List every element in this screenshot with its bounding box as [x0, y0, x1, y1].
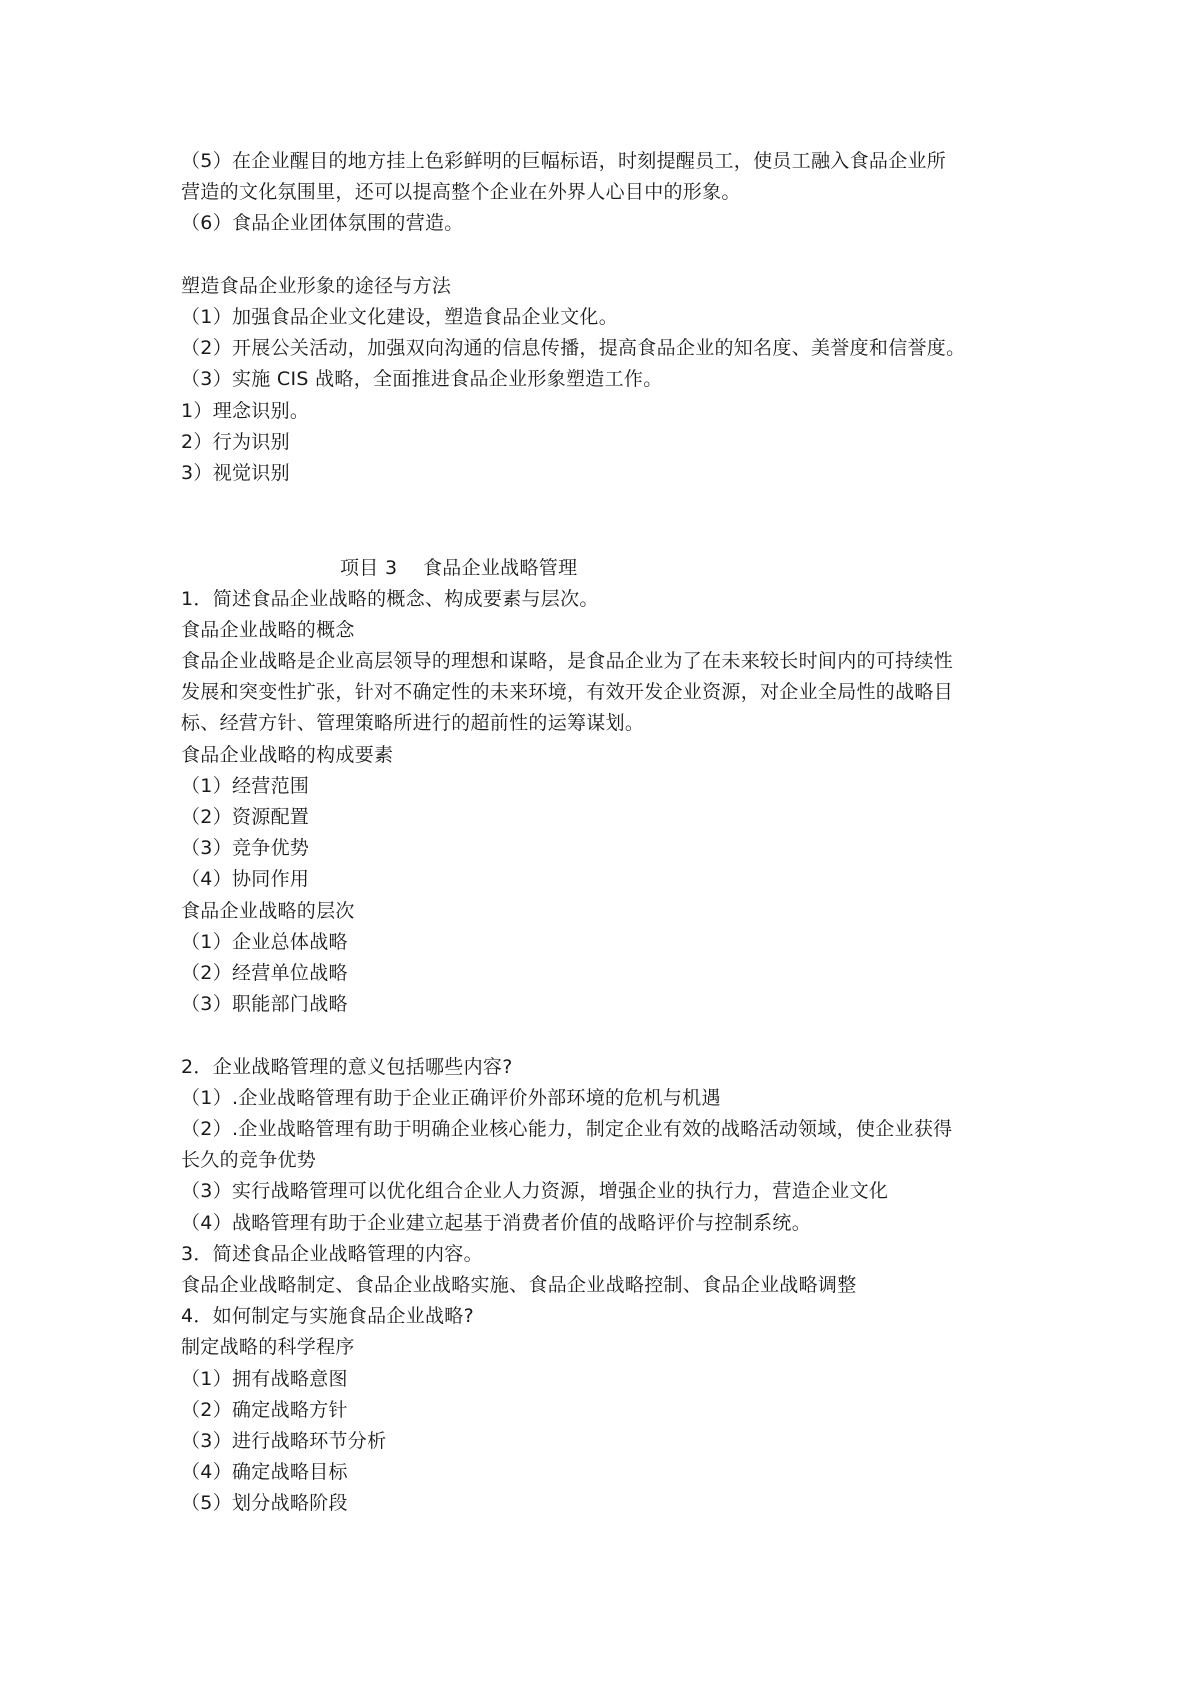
sub-list-item: 2）行为识别 — [181, 431, 290, 453]
sub-list-item: 1）理念识别。 — [181, 400, 310, 422]
question-2: 2．企业战略管理的意义包括哪些内容? — [181, 1056, 513, 1078]
paragraph-item5-line1: （5）在企业醒目的地方挂上色彩鲜明的巨幅标语，时刻提醒员工，使员工融入食品企业所 — [181, 150, 947, 172]
list-item: （2）经营单位战略 — [181, 962, 348, 984]
list-item: （1）拥有战略意图 — [181, 1368, 348, 1390]
list-item: （2）确定战略方针 — [181, 1399, 348, 1421]
sub-list-item: 3）视觉识别 — [181, 462, 290, 484]
list-item: （3）职能部门战略 — [181, 993, 348, 1015]
project-title: 项目 3 食品企业战略管理 — [340, 557, 578, 579]
list-item: （3）实行战略管理可以优化组合企业人力资源，增强企业的执行力，营造企业文化 — [181, 1180, 889, 1202]
list-item: （2）开展公关活动，加强双向沟通的信息传播，提高食品企业的知名度、美誉度和信誉度。 — [181, 337, 966, 359]
list-item: （2）资源配置 — [181, 806, 310, 828]
paragraph-item6: （6）食品企业团体氛围的营造。 — [181, 212, 464, 234]
question-3: 3．简述食品企业战略管理的内容。 — [181, 1243, 483, 1265]
question-1: 1．简述食品企业战略的概念、构成要素与层次。 — [181, 588, 599, 610]
list-item: （1）经营范围 — [181, 775, 310, 797]
concept-line-1: 食品企业战略是企业高层领导的理想和谋略，是食品企业为了在未来较长时间内的可持续性 — [181, 650, 954, 672]
list-item: （4）战略管理有助于企业建立起基于消费者价值的战略评价与控制系统。 — [181, 1212, 811, 1234]
question-3-answer: 食品企业战略制定、食品企业战略实施、食品企业战略控制、食品企业战略调整 — [181, 1274, 857, 1296]
paragraph-item5-line2: 营造的文化氛围里，还可以提高整个企业在外界人心目中的形象。 — [181, 181, 741, 203]
list-item: （1）加强食品企业文化建设，塑造食品企业文化。 — [181, 306, 618, 328]
elements-heading: 食品企业战略的构成要素 — [181, 744, 394, 766]
list-item: （1）.企业战略管理有助于企业正确评价外部环境的危机与机遇 — [181, 1087, 721, 1109]
levels-heading: 食品企业战略的层次 — [181, 900, 355, 922]
list-item: （2）.企业战略管理有助于明确企业核心能力，制定企业有效的战略活动领域，使企业获得 — [181, 1118, 953, 1140]
concept-heading: 食品企业战略的概念 — [181, 619, 355, 641]
list-item: （5）划分战略阶段 — [181, 1492, 348, 1514]
concept-line-2: 发展和突变性扩张，针对不确定性的未来环境，有效开发企业资源，对企业全局性的战略目 — [181, 681, 954, 703]
list-item: （3）竞争优势 — [181, 837, 310, 859]
concept-line-3: 标、经营方针、管理策略所进行的超前性的运筹谋划。 — [181, 712, 645, 734]
list-item: （4）协同作用 — [181, 868, 310, 890]
list-item: （3）进行战略环节分析 — [181, 1430, 387, 1452]
list-item: （1）企业总体战略 — [181, 931, 348, 953]
question-4: 4．如何制定与实施食品企业战略? — [181, 1305, 474, 1327]
list-item: （4）确定战略目标 — [181, 1461, 348, 1483]
procedure-heading: 制定战略的科学程序 — [181, 1336, 355, 1358]
list-item-continued: 长久的竞争优势 — [181, 1149, 317, 1171]
list-item: （3）实施 CIS 战略，全面推进食品企业形象塑造工作。 — [181, 368, 663, 390]
section-heading-image-building: 塑造食品企业形象的途径与方法 — [181, 275, 452, 297]
